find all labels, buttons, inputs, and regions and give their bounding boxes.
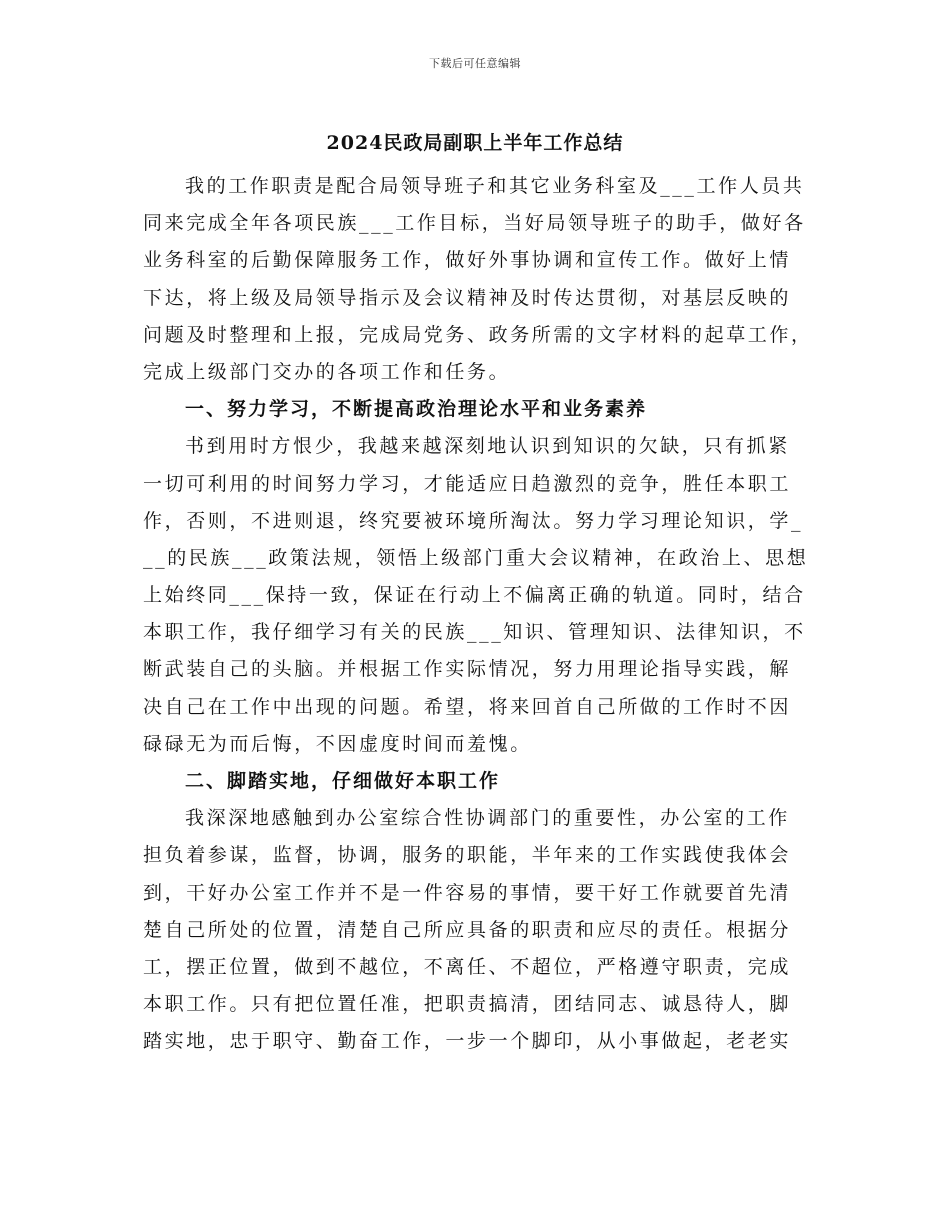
- section-heading-1: [143, 391, 823, 428]
- text-line: 楚自己所处的位置，清楚自己所应具备的职责和应尽的责任。根据分: [143, 918, 792, 941]
- heading-line: 二、脚踏实地，仔细做好本职工作: [185, 770, 501, 792]
- text-line: 上始终同___保持一致，保证在行动上不偏离正确的轨道。同时，结合: [143, 584, 806, 607]
- section-heading-2: [143, 763, 823, 800]
- text-line: 问题及时整理和上报，完成局党务、政务所需的文字材料的起草工作，: [143, 323, 813, 346]
- header-note: 下载后可任意编辑: [429, 57, 521, 70]
- text-line: 同来完成全年各项民族___工作目标，当好局领导班子的助手，做好各: [143, 212, 806, 235]
- text-line: 作，否则，不进则退，终究要被环境所淘汰。努力学习理论知识，学_: [143, 509, 804, 532]
- text-line: 踏实地，忠于职守、勤奋工作，一步一个脚印，从小事做起，老老实: [143, 1030, 792, 1053]
- document-title: 2024民政局副职上半年工作总结: [326, 132, 624, 154]
- text-line: 我深深地感触到办公室综合性协调部门的重要性，办公室的工作: [185, 807, 790, 830]
- text-line: 业务科室的后勤保障服务工作，做好外事协调和宣传工作。做好上情: [143, 249, 792, 272]
- text-line: 本职工作。只有把位置任准，把职责搞清，团结同志、诚恳待人，脚: [143, 993, 792, 1016]
- text-line: 工，摆正位置，做到不越位，不离任、不超位，严格遵守职责，完成: [143, 955, 792, 978]
- paragraph-study: [143, 428, 823, 763]
- text-line: 完成上级部门交办的各项工作和任务。: [143, 360, 511, 383]
- text-line: 到，干好办公室工作并不是一件容易的事情，要干好工作就要首先清: [143, 881, 792, 904]
- text-line: 决自己在工作中出现的问题。希望，将来回首自己所做的工作时不因: [143, 695, 792, 718]
- text-line: 碌碌无为而后悔，不因虚度时间而羞愧。: [143, 732, 532, 755]
- text-line: __的民族___政策法规，领悟上级部门重大会议精神，在政治上、思想: [143, 546, 809, 569]
- text-line: 下达，将上级及局领导指示及会议精神及时传达贯彻，对基层反映的: [143, 286, 792, 309]
- text-line: 断武装自己的头脑。并根据工作实际情况，努力用理论指导实践，解: [143, 658, 792, 681]
- text-line: 书到用时方恨少，我越来越深刻地认识到知识的欠缺，只有抓紧: [185, 435, 790, 458]
- text-line: 一切可利用的时间努力学习，才能适应日趋激烈的竞争，胜任本职工: [143, 472, 792, 495]
- text-line: 担负着参谋，监督，协调，服务的职能，半年来的工作实践使我体会: [143, 844, 792, 867]
- document-body: [143, 168, 823, 1061]
- paragraph-work: [143, 800, 823, 1060]
- paragraph-intro: [143, 168, 823, 391]
- text-line: 我的工作职责是配合局领导班子和其它业务科室及___工作人员共: [185, 175, 805, 197]
- text-line: 本职工作，我仔细学习有关的民族___知识、管理知识、法律知识，不: [143, 621, 806, 644]
- heading-line: 一、努力学习，不断提高政治理论水平和业务素养: [185, 398, 648, 421]
